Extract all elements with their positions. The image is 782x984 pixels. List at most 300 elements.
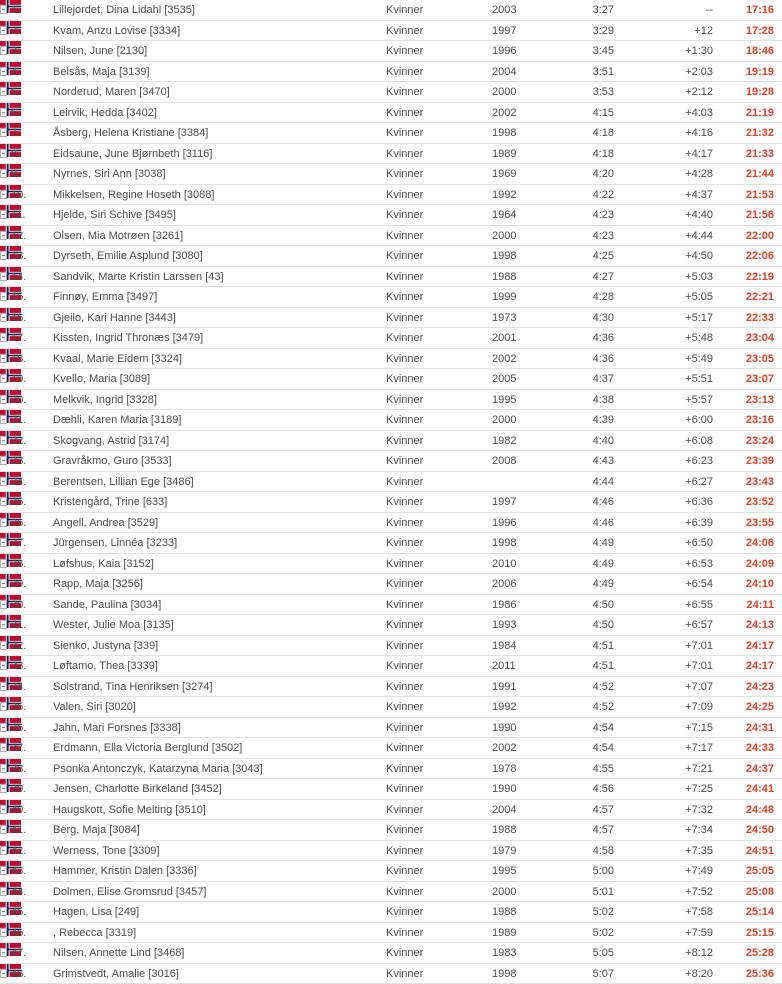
result-row[interactable] <box>0 554 782 575</box>
expand-row-icon[interactable] <box>0 866 7 875</box>
athlete-name-link[interactable]: Psonka Antonczyk, Katarzyna Maria [3043] <box>53 763 263 775</box>
athlete-name-link[interactable]: Skogvang, Astrid [3174] <box>53 435 169 447</box>
position: 28. <box>11 558 26 570</box>
result-row[interactable] <box>0 492 782 513</box>
athlete-name-link[interactable]: Dæhli, Karen Maria [3189] <box>53 414 181 426</box>
result-row[interactable] <box>0 697 782 718</box>
leg-time: 4:36 <box>593 353 614 365</box>
birth-year: 2004 <box>492 66 516 78</box>
position: 23. <box>11 455 26 467</box>
expand-row-icon[interactable] <box>0 456 7 465</box>
result-row[interactable] <box>0 21 782 42</box>
leg-time: 4:36 <box>593 332 614 344</box>
class-label: Kvinner <box>386 189 423 201</box>
result-row[interactable] <box>0 103 782 124</box>
expand-row-icon[interactable] <box>0 477 7 486</box>
leg-time: 4:44 <box>593 476 614 488</box>
birth-year: 1995 <box>492 865 516 877</box>
athlete-name-link[interactable]: Leirvik, Hedda [3402] <box>53 107 157 119</box>
athlete-name-link[interactable]: Dyrseth, Emilie Asplund [3080] <box>53 250 203 262</box>
position: 35. <box>11 701 26 713</box>
athlete-name-link[interactable]: Dolmen, Elise Gromsrud [3457] <box>53 886 206 898</box>
time-behind: +6:55 <box>685 599 713 611</box>
athlete-name-link[interactable]: Jensen, Charlotte Birkeland [3452] <box>53 783 222 795</box>
expand-row-icon[interactable] <box>0 928 7 937</box>
class-label: Kvinner <box>386 865 423 877</box>
result-row[interactable] <box>0 410 782 431</box>
time-behind: +7:09 <box>685 701 713 713</box>
class-label: Kvinner <box>386 763 423 775</box>
expand-row-icon[interactable] <box>0 395 7 404</box>
time-behind: +7:49 <box>685 865 713 877</box>
position: 32. <box>11 640 26 652</box>
expand-row-icon[interactable] <box>0 374 7 383</box>
result-row[interactable] <box>0 800 782 821</box>
class-label: Kvinner <box>386 906 423 918</box>
birth-year: 1990 <box>492 783 516 795</box>
expand-row-icon[interactable] <box>0 354 7 363</box>
leg-time: 4:54 <box>593 742 614 754</box>
total-time: 23:24 <box>746 435 774 447</box>
athlete-name-link[interactable]: Åsberg, Helena Kristiane [3384] <box>53 127 208 139</box>
leg-time: 4:46 <box>593 496 614 508</box>
athlete-name-link[interactable]: Berentsen, Lillian Ege [3486] <box>53 476 194 488</box>
total-time: 19:28 <box>746 86 774 98</box>
result-row[interactable] <box>0 943 782 964</box>
position: 18. <box>11 353 26 365</box>
result-row[interactable] <box>0 246 782 267</box>
result-row[interactable] <box>0 431 782 452</box>
time-behind: +5:05 <box>685 291 713 303</box>
position: 1. <box>11 4 20 16</box>
athlete-name-link[interactable]: Løftamo, Thea [3339] <box>53 660 158 672</box>
birth-year: 1997 <box>492 496 516 508</box>
total-time: 22:06 <box>746 250 774 262</box>
result-row[interactable] <box>0 820 782 841</box>
birth-year: 1973 <box>492 312 516 324</box>
athlete-name-link[interactable]: Kvam, Anzu Lovise [3334] <box>53 25 180 37</box>
leg-time: 4:57 <box>593 804 614 816</box>
class-label: Kvinner <box>386 312 423 324</box>
expand-row-icon[interactable] <box>0 231 7 240</box>
leg-time: 4:37 <box>593 373 614 385</box>
birth-year: 2000 <box>492 230 516 242</box>
result-row[interactable] <box>0 390 782 411</box>
class-label: Kvinner <box>386 250 423 262</box>
leg-time: 4:57 <box>593 824 614 836</box>
total-time: 24:33 <box>746 742 774 754</box>
expand-row-icon[interactable] <box>0 620 7 629</box>
athlete-name-link[interactable]: Hagen, Lisa [249] <box>53 906 139 918</box>
time-behind: +7:32 <box>685 804 713 816</box>
leg-time: 4:25 <box>593 250 614 262</box>
expand-row-icon[interactable] <box>0 128 7 137</box>
position: 37. <box>11 742 26 754</box>
time-behind: +6:57 <box>685 619 713 631</box>
leg-time: 4:49 <box>593 578 614 590</box>
class-label: Kvinner <box>386 496 423 508</box>
class-label: Kvinner <box>386 455 423 467</box>
leg-time: 4:50 <box>593 619 614 631</box>
result-row[interactable] <box>0 328 782 349</box>
expand-row-icon[interactable] <box>0 825 7 834</box>
leg-time: 5:00 <box>593 865 614 877</box>
total-time: 21:32 <box>746 127 774 139</box>
athlete-name-link[interactable]: Werness, Tone [3309] <box>53 845 160 857</box>
position: 5. <box>11 86 20 98</box>
result-row[interactable] <box>0 226 782 247</box>
expand-row-icon[interactable] <box>0 887 7 896</box>
athlete-name-link[interactable]: Grimstvedt, Amalie [3016] <box>53 968 179 980</box>
class-label: Kvinner <box>386 414 423 426</box>
total-time: 24:48 <box>746 804 774 816</box>
time-behind: +8:20 <box>685 968 713 980</box>
class-label: Kvinner <box>386 25 423 37</box>
result-row[interactable] <box>0 369 782 390</box>
expand-row-icon[interactable] <box>0 272 7 281</box>
result-row[interactable] <box>0 923 782 944</box>
class-label: Kvinner <box>386 578 423 590</box>
position: 24. <box>11 476 26 488</box>
result-row[interactable] <box>0 451 782 472</box>
athlete-name-link[interactable]: Finnøy, Emma [3497] <box>53 291 157 303</box>
leg-time: 4:43 <box>593 455 614 467</box>
athlete-name-link[interactable]: Hammer, Kristin Dalen [3336] <box>53 865 197 877</box>
leg-time: 3:27 <box>593 4 614 16</box>
result-row[interactable] <box>0 636 782 657</box>
class-label: Kvinner <box>386 66 423 78</box>
athlete-name-link[interactable]: Løfshus, Kaia [3152] <box>53 558 154 570</box>
leg-time: 4:54 <box>593 722 614 734</box>
time-behind: +5:49 <box>685 353 713 365</box>
expand-row-icon[interactable] <box>0 969 7 978</box>
total-time: 24:23 <box>746 681 774 693</box>
birth-year: 1997 <box>492 25 516 37</box>
position: 33. <box>11 660 26 672</box>
position: 44. <box>11 886 26 898</box>
expand-row-icon[interactable] <box>0 579 7 588</box>
athlete-name-link[interactable]: Erdmann, Ella Victoria Berglund [3502] <box>53 742 242 754</box>
athlete-name-link[interactable]: Olsen, Mia Motrøen [3261] <box>53 230 183 242</box>
total-time: 23:52 <box>746 496 774 508</box>
birth-year: 1996 <box>492 45 516 57</box>
expand-row-icon[interactable] <box>0 190 7 199</box>
expand-row-icon[interactable] <box>0 538 7 547</box>
athlete-name-link[interactable]: Sienko, Justyna [339] <box>53 640 158 652</box>
position: 41. <box>11 824 26 836</box>
result-row[interactable] <box>0 882 782 903</box>
result-row[interactable] <box>0 574 782 595</box>
total-time: 17:16 <box>746 4 774 16</box>
position: 8. <box>11 148 20 160</box>
birth-year: 1998 <box>492 127 516 139</box>
total-time: 25:05 <box>746 865 774 877</box>
athlete-name-link[interactable]: Nyrnes, Siri Ann [3038] <box>53 168 166 180</box>
class-label: Kvinner <box>386 353 423 365</box>
expand-row-icon[interactable] <box>0 784 7 793</box>
result-row[interactable] <box>0 472 782 493</box>
class-label: Kvinner <box>386 45 423 57</box>
position: 26. <box>11 517 26 529</box>
result-row[interactable] <box>0 513 782 534</box>
athlete-name-link[interactable]: Wester, Julie Moa [3135] <box>53 619 174 631</box>
total-time: 24:25 <box>746 701 774 713</box>
expand-row-icon[interactable] <box>0 436 7 445</box>
time-behind: +6:27 <box>685 476 713 488</box>
time-behind: +7:01 <box>685 640 713 652</box>
expand-row-icon[interactable] <box>0 846 7 855</box>
leg-time: 4:28 <box>593 291 614 303</box>
position: 7. <box>11 127 20 139</box>
athlete-name-link[interactable]: Melkvik, Ingrid [3328] <box>53 394 157 406</box>
birth-year: 1995 <box>492 394 516 406</box>
total-time: 23:39 <box>746 455 774 467</box>
athlete-name-link[interactable]: Sandvik, Marte Kristin Larssen [43] <box>53 271 224 283</box>
athlete-name-link[interactable]: Haugskott, Sofie Melting [3510] <box>53 804 206 816</box>
result-row[interactable] <box>0 779 782 800</box>
expand-row-icon[interactable] <box>0 682 7 691</box>
result-row[interactable] <box>0 861 782 882</box>
time-behind: +2:03 <box>685 66 713 78</box>
athlete-name-link[interactable]: Gjeilo, Kari Hanne [3443] <box>53 312 176 324</box>
leg-time: 4:58 <box>593 845 614 857</box>
expand-row-icon[interactable] <box>0 67 7 76</box>
result-row[interactable] <box>0 615 782 636</box>
total-time: 24:17 <box>746 640 774 652</box>
birth-year: 1991 <box>492 681 516 693</box>
time-behind: -- <box>706 4 713 16</box>
time-behind: +5:51 <box>685 373 713 385</box>
result-row[interactable] <box>0 738 782 759</box>
class-label: Kvinner <box>386 701 423 713</box>
time-behind: +4:50 <box>685 250 713 262</box>
expand-row-icon[interactable] <box>0 313 7 322</box>
athlete-name-link[interactable]: , Rebecca [3319] <box>53 927 136 939</box>
athlete-name-link[interactable]: Angell, Andrea [3529] <box>53 517 158 529</box>
expand-row-icon[interactable] <box>0 87 7 96</box>
expand-row-icon[interactable] <box>0 518 7 527</box>
expand-row-icon[interactable] <box>0 661 7 670</box>
total-time: 22:21 <box>746 291 774 303</box>
expand-row-icon[interactable] <box>0 641 7 650</box>
time-behind: +7:59 <box>685 927 713 939</box>
class-label: Kvinner <box>386 783 423 795</box>
athlete-name-link[interactable]: Hjelde, Siri Schive [3495] <box>53 209 176 221</box>
leg-time: 3:45 <box>593 45 614 57</box>
result-row[interactable] <box>0 123 782 144</box>
total-time: 24:37 <box>746 763 774 775</box>
birth-year: 1986 <box>492 599 516 611</box>
leg-time: 4:49 <box>593 537 614 549</box>
athlete-name-link[interactable]: Jürgensen, Linnéa [3233] <box>53 537 177 549</box>
birth-year: 1989 <box>492 148 516 160</box>
expand-row-icon[interactable] <box>0 497 7 506</box>
class-label: Kvinner <box>386 968 423 980</box>
expand-row-icon[interactable] <box>0 210 7 219</box>
class-label: Kvinner <box>386 722 423 734</box>
result-row[interactable] <box>0 677 782 698</box>
leg-time: 4:52 <box>593 701 614 713</box>
class-label: Kvinner <box>386 127 423 139</box>
leg-time: 5:02 <box>593 927 614 939</box>
total-time: 21:33 <box>746 148 774 160</box>
class-label: Kvinner <box>386 845 423 857</box>
result-row[interactable] <box>0 595 782 616</box>
expand-row-icon[interactable] <box>0 702 7 711</box>
result-row[interactable] <box>0 82 782 103</box>
total-time: 22:33 <box>746 312 774 324</box>
position: 13. <box>11 250 26 262</box>
result-row[interactable] <box>0 185 782 206</box>
expand-row-icon[interactable] <box>0 292 7 301</box>
class-label: Kvinner <box>386 886 423 898</box>
time-behind: +7:35 <box>685 845 713 857</box>
time-behind: +7:21 <box>685 763 713 775</box>
athlete-name-link[interactable]: Rapp, Maja [3256] <box>53 578 143 590</box>
time-behind: +4:44 <box>685 230 713 242</box>
total-time: 24:10 <box>746 578 774 590</box>
expand-row-icon[interactable] <box>0 723 7 732</box>
expand-row-icon[interactable] <box>0 559 7 568</box>
expand-row-icon[interactable] <box>0 169 7 178</box>
birth-year: 1988 <box>492 824 516 836</box>
athlete-name-link[interactable]: Kissten, Ingrid Thronæs [3479] <box>53 332 203 344</box>
time-behind: +6:08 <box>685 435 713 447</box>
athlete-name-link[interactable]: Kristengård, Trine [633] <box>53 496 167 508</box>
result-row[interactable] <box>0 0 782 21</box>
result-row[interactable] <box>0 62 782 83</box>
result-row[interactable] <box>0 841 782 862</box>
total-time: 24:11 <box>746 599 774 611</box>
result-row[interactable] <box>0 164 782 185</box>
birth-year: 1998 <box>492 537 516 549</box>
time-behind: +6:00 <box>685 414 713 426</box>
birth-year: 2010 <box>492 558 516 570</box>
athlete-name-link[interactable]: Nilsen, June [2130] <box>53 45 147 57</box>
athlete-name-link[interactable]: Valen, Siri [3020] <box>53 701 136 713</box>
time-behind: +7:52 <box>685 886 713 898</box>
result-row[interactable] <box>0 902 782 923</box>
result-row[interactable] <box>0 144 782 165</box>
expand-row-icon[interactable] <box>0 251 7 260</box>
expand-row-icon[interactable] <box>0 743 7 752</box>
athlete-name-link[interactable]: Berg, Maja [3084] <box>53 824 140 836</box>
position: 45. <box>11 906 26 918</box>
result-row[interactable] <box>0 964 782 984</box>
position: 36. <box>11 722 26 734</box>
class-label: Kvinner <box>386 435 423 447</box>
athlete-name-link[interactable]: Sande, Paulina [3034] <box>53 599 161 611</box>
athlete-name-link[interactable]: Eidsaune, June Bjørnbeth [3116] <box>53 148 212 160</box>
expand-row-icon[interactable] <box>0 907 7 916</box>
expand-row-icon[interactable] <box>0 415 7 424</box>
time-behind: +5:57 <box>685 394 713 406</box>
birth-year: 1969 <box>492 168 516 180</box>
position: 14. <box>11 271 26 283</box>
birth-year: 2000 <box>492 86 516 98</box>
expand-row-icon[interactable] <box>0 948 7 957</box>
class-label: Kvinner <box>386 476 423 488</box>
result-row[interactable] <box>0 759 782 780</box>
time-behind: +5:03 <box>685 271 713 283</box>
result-row[interactable] <box>0 656 782 677</box>
athlete-name-link[interactable]: Lillejordet, Dina Lidahl [3535] <box>53 4 195 16</box>
birth-year: 1978 <box>492 763 516 775</box>
birth-year: 1983 <box>492 947 516 959</box>
expand-row-icon[interactable] <box>0 46 7 55</box>
expand-row-icon[interactable] <box>0 600 7 609</box>
position: 16. <box>11 312 26 324</box>
time-behind: +6:50 <box>685 537 713 549</box>
birth-year: 1979 <box>492 845 516 857</box>
athlete-name-link[interactable]: Gravråkmo, Guro [3533] <box>53 455 172 467</box>
expand-row-icon[interactable] <box>0 108 7 117</box>
expand-row-icon[interactable] <box>0 5 7 14</box>
athlete-name-link[interactable]: Nilsen, Annette Lind [3468] <box>53 947 184 959</box>
result-row[interactable] <box>0 287 782 308</box>
total-time: 23:07 <box>746 373 774 385</box>
athlete-name-link[interactable]: Mikkelsen, Regine Hoseth [3088] <box>53 189 214 201</box>
birth-year: 2000 <box>492 414 516 426</box>
class-label: Kvinner <box>386 148 423 160</box>
result-row[interactable] <box>0 308 782 329</box>
time-behind: +7:25 <box>685 783 713 795</box>
position: 9. <box>11 168 20 180</box>
time-behind: +5:48 <box>685 332 713 344</box>
birth-year: 2003 <box>492 4 516 16</box>
time-behind: +12 <box>694 25 713 37</box>
birth-year: 2008 <box>492 455 516 467</box>
expand-row-icon[interactable] <box>0 805 7 814</box>
time-behind: +7:01 <box>685 660 713 672</box>
time-behind: +6:54 <box>685 578 713 590</box>
time-behind: +4:28 <box>685 168 713 180</box>
athlete-name-link[interactable]: Solstrand, Tina Henriksen [3274] <box>53 681 213 693</box>
total-time: 17:28 <box>746 25 774 37</box>
athlete-name-link[interactable]: Kvello, Maria [3089] <box>53 373 150 385</box>
position: 30. <box>11 599 26 611</box>
position: 47. <box>11 947 26 959</box>
total-time: 24:09 <box>746 558 774 570</box>
result-row[interactable] <box>0 533 782 554</box>
leg-time: 4:51 <box>593 640 614 652</box>
leg-time: 4:49 <box>593 558 614 570</box>
expand-row-icon[interactable] <box>0 149 7 158</box>
result-row[interactable] <box>0 349 782 370</box>
athlete-name-link[interactable]: Jahn, Mari Forsnes [3338] <box>53 722 181 734</box>
time-behind: +7:17 <box>685 742 713 754</box>
leg-time: 5:05 <box>593 947 614 959</box>
expand-row-icon[interactable] <box>0 26 7 35</box>
result-row[interactable] <box>0 718 782 739</box>
result-row[interactable] <box>0 41 782 62</box>
time-behind: +7:07 <box>685 681 713 693</box>
leg-time: 4:18 <box>593 127 614 139</box>
position: 38. <box>11 763 26 775</box>
result-row[interactable] <box>0 205 782 226</box>
athlete-name-link[interactable]: Kvaal, Marie Eidem [3324] <box>53 353 182 365</box>
result-row[interactable] <box>0 267 782 288</box>
leg-time: 4:20 <box>593 168 614 180</box>
position: 25. <box>11 496 26 508</box>
athlete-name-link[interactable]: Norderud, Maren [3470] <box>53 86 170 98</box>
time-behind: +6:23 <box>685 455 713 467</box>
athlete-name-link[interactable]: Belsås, Maja [3139] <box>53 66 150 78</box>
total-time: 21:19 <box>746 107 774 119</box>
expand-row-icon[interactable] <box>0 764 7 773</box>
leg-time: 5:01 <box>593 886 614 898</box>
expand-row-icon[interactable] <box>0 333 7 342</box>
